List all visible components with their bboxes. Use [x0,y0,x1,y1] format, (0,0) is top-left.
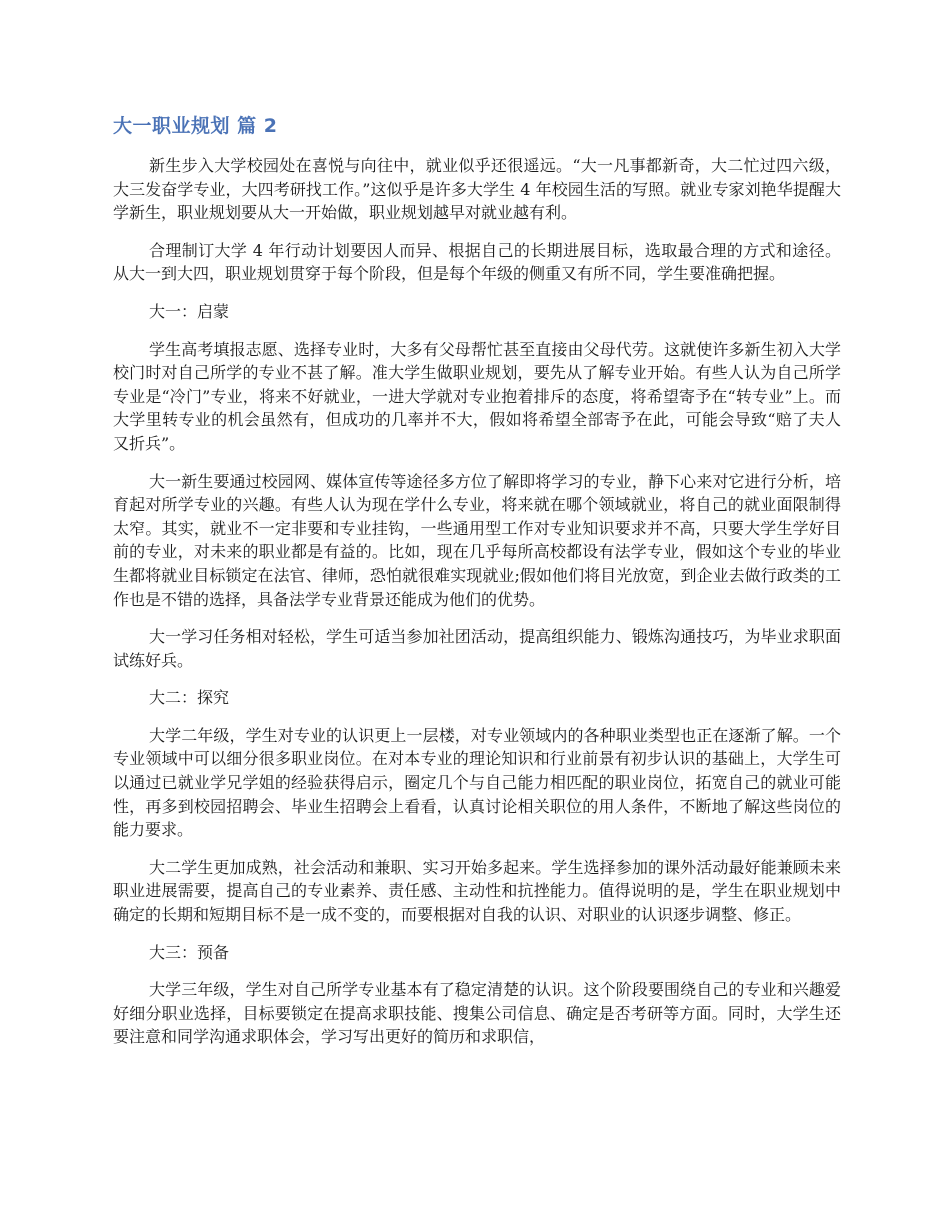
paragraph-plan: 合理制订大学 4 年行动计划要因人而异、根据自己的长期进展目标，选取最合理的方式和途径。从大一到大四，职业规划贯穿于每个阶段，但是每个年级的侧重又有所不同，学生要准确把握。 [113,240,841,284]
paragraph-intro: 新生步入大学校园处在喜悦与向往中，就业似乎还很遥远。“大一凡事都新奇，大二忙过四六级，大三发奋学专业，大四考研找工作。”这似乎是许多大学生 4 年校园生活的写照。就业专家刘艳华提醒大学新生，职业规划要从大一开始做，职业规划越早对就业越有利。 [113,156,841,223]
section-heading-junior: 大三：预备 [149,942,230,962]
paragraph-freshman-3: 大一学习任务相对轻松，学生可适当参加社团活动，提高组织能力、锻炼沟通技巧，为毕业求职面试练好兵。 [113,627,841,670]
section-heading-freshman: 大一：启蒙 [149,301,230,321]
paragraph-junior-1: 大学三年级，学生对自己所学专业基本有了稳定清楚的认识。这个阶段要围绕自己的专业和兴趣爱好细分职业选择，目标要锁定在提高求职技能、搜集公司信息、确定是否考研等方面。同时，大学生还要注意和同学沟通求职体会，学习写出更好的简历和求职信， [113,980,841,1047]
document-title: 大一职业规划 篇 2 [113,115,278,137]
section-heading-sophomore: 大二：探究 [149,688,230,708]
paragraph-freshman-2: 大一新生要通过校园网、媒体宣传等途径多方位了解即将学习的专业，静下心来对它进行分析，培育起对所学专业的兴趣。有些人认为现在学什么专业，将来就在哪个领域就业，将自己的就业面限制得太窄。其实，就业不一定非要和专业挂钩，一些通用型工作对专业知识要求并不高，只要大学生学好目前的专业，对未来的职业都是有益的。比如，现在几乎每所高校都设有法学专业，假如这个专业的毕业生都将就业目标锁定在法官、律师，恐怕就很难实现就业;假如他们将目光放宽，到企业去做行政类的工作也是不错的选择，具备法学专业背景还能成为他们的优势。 [113,471,841,609]
paragraph-freshman-1: 学生高考填报志愿、选择专业时，大多有父母帮忙甚至直接由父母代劳。这就使许多新生初入大学校门时对自己所学的专业不甚了解。准大学生做职业规划，要先从了解专业开始。有些人认为自己所学专业是“冷门”专业，将来不好就业，一进大学就对专业抱着排斥的态度，将希望寄予在“转专业”上。而大学里转专业的机会虽然有，但成功的几率并不大，假如将希望全部寄予在此，可能会导致“赔了夫人又折兵”。 [113,339,841,453]
paragraph-sophomore-1: 大学二年级，学生对专业的认识更上一层楼，对专业领域内的各种职业类型也正在逐渐了解。一个专业领域中可以细分很多职业岗位。在对本专业的理论知识和行业前景有初步认识的基础上，大学生可以通过已就业学兄学姐的经验获得启示，圈定几个与自己能力相匹配的职业岗位，拓宽自己的就业可能性，再多到校园招聘会、毕业生招聘会上看看，认真讨论相关职位的用人条件，不断地了解这些岗位的能力要求。 [113,725,841,840]
document-page [113,112,841,1063]
paragraph-sophomore-2: 大二学生更加成熟，社会活动和兼职、实习开始多起来。学生选择参加的课外活动最好能兼顾未来职业进展需要，提高自己的专业素养、责任感、主动性和抗挫能力。值得说明的是，学生在职业规划中确定的长期和短期目标不是一成不变的，而要根据对自我的认识、对职业的认识逐步调整、修正。 [113,857,841,925]
